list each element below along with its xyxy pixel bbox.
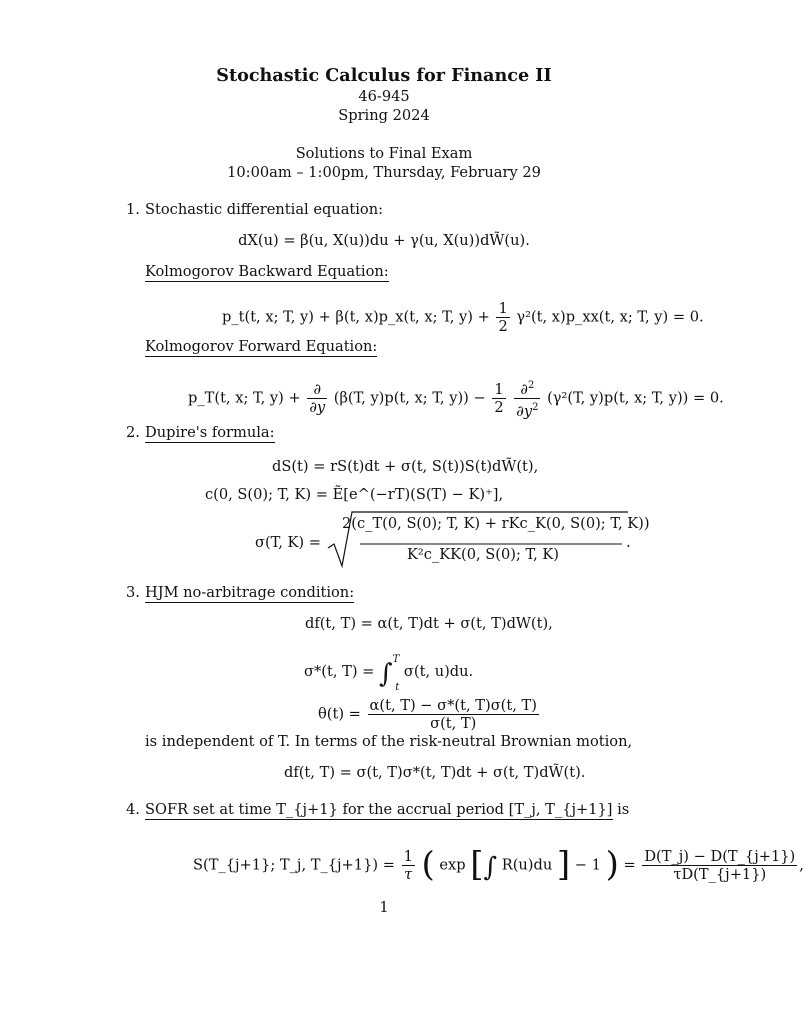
backward-half-num: 1	[498, 300, 508, 317]
exam-time: 10:00am – 1:00pm, Thursday, February 29	[227, 164, 541, 181]
hjm-sigma-star-right: σ(t, u)du.	[403, 663, 474, 680]
sofr-equation: S(T_{j+1}; T_j, T_{j+1}) = $\frac{1}{\tau}$ ( exp [∫ R(u)du ] − 1 ) = $\frac{D(T\_j) - D(T\_\{j+1\})}{\tau D(T\_\{j+1\})}$ ,	[193, 844, 804, 885]
forward-eq-c: (γ²(T, y)p(t, x; T, y)) = 0.	[547, 389, 724, 407]
left-bracket: [	[470, 844, 484, 885]
item-1-label: Stochastic differential equation:	[145, 201, 384, 218]
dupire-label: Dupire's formula:	[145, 424, 275, 441]
sofr-integrand: R(u)du	[501, 856, 553, 874]
dupire-numerator: 2(c_T(0, S(0); T, K) + rKc_K(0, S(0); T, K))	[342, 515, 650, 532]
sofr-integral-sign: ∫	[483, 852, 498, 883]
second-partial-fraction: $\frac{\partial^2}{\partial y^2}$	[514, 377, 540, 420]
hjm-label: HJM no-arbitrage condition:	[145, 584, 355, 601]
backward-eq-right: γ²(t, x)p_xx(t, x; T, y) = 0.	[516, 308, 704, 326]
kolmogorov-backward-equation	[222, 300, 704, 335]
kolmogorov-forward-equation	[188, 377, 724, 420]
hjm-theta	[318, 697, 541, 732]
integral-sign: ∫	[379, 659, 393, 689]
course-number: 46-945	[358, 88, 410, 105]
item-3-number: 3.	[126, 584, 140, 601]
forward-eq-b: (β(T, y)p(t, x; T, y)) −	[333, 389, 486, 407]
hjm-theta-left: θ(t) =	[318, 705, 361, 723]
sofr-den: τD(T_{j+1})	[673, 866, 767, 883]
dupire-sde: dS(t) = rS(t)dt + σ(t, S(t))S(t)dW̃(t),	[272, 458, 539, 475]
partial-y-fraction: $\frac{\partial}{\partial y}$	[309, 381, 326, 416]
item-1-sde: dX(u) = β(u, X(u))du + γ(u, X(u))dW̃(u).	[238, 232, 530, 249]
dupire-sigma-left: σ(T, K) =	[255, 534, 321, 551]
dupire-denominator: K²c_KK(0, S(0); T, K)	[407, 546, 559, 563]
page-number: 1	[379, 899, 389, 916]
hjm-theta-num: α(t, T) − σ*(t, T)σ(t, T)	[369, 697, 537, 714]
kolmogorov-backward-label: Kolmogorov Backward Equation:	[145, 263, 389, 280]
half-fraction: $\frac{1}{2}$	[494, 381, 504, 416]
right-paren: )	[605, 844, 619, 885]
item-4-number: 4.	[126, 801, 140, 818]
hjm-theta-den: σ(t, T)	[430, 715, 477, 732]
sofr-label: SOFR set at time T_{j+1} for the accrual period [T_j, T_{j+1}]	[145, 801, 613, 818]
sofr-fraction	[642, 848, 797, 883]
sofr-num: D(T_j) − D(T_{j+1})	[644, 848, 796, 865]
hjm-risk-neutral-dynamics: df(t, T) = σ(t, T)σ*(t, T)dt + σ(t, T)dW̃(t).	[284, 764, 586, 781]
dupire-period: .	[626, 534, 631, 551]
backward-half-den: 2	[498, 318, 508, 335]
hjm-sigma-star: σ*(t, T) = ∫$^T_t$ σ(t, u)du.	[304, 654, 474, 693]
forward-eq-a: p_T(t, x; T, y) +	[188, 389, 301, 407]
backward-eq-left: p_t(t, x; T, y) + β(t, x)p_x(t, x; T, y) +	[222, 308, 490, 326]
hjm-sigma-star-left: σ*(t, T) =	[304, 663, 375, 680]
one-over-tau: $\frac{1}{\tau}$	[403, 848, 413, 883]
exam-subtitle: Solutions to Final Exam	[295, 145, 473, 162]
hjm-text: is independent of T. In terms of the risk-neutral Brownian motion,	[145, 733, 633, 750]
sofr-label-suffix: is	[617, 801, 630, 818]
backward-half-fraction	[496, 300, 509, 335]
sofr-eq-left: S(T_{j+1}; T_j, T_{j+1}) =	[193, 856, 395, 874]
hjm-theta-fraction	[368, 697, 539, 732]
item-2-number: 2.	[126, 424, 140, 441]
right-bracket: ]	[556, 844, 571, 885]
document-title: Stochastic Calculus for Finance II	[216, 65, 552, 86]
term: Spring 2024	[338, 107, 430, 124]
kolmogorov-forward-label: Kolmogorov Forward Equation:	[145, 338, 378, 355]
dupire-call-price: c(0, S(0); T, K) = Ẽ[e^(−rT)(S(T) − K)⁺],	[205, 486, 504, 503]
item-1-number: 1.	[126, 201, 140, 218]
left-paren: (	[421, 844, 435, 885]
hjm-forward-dynamics: df(t, T) = α(t, T)dt + σ(t, T)dW(t),	[305, 615, 553, 632]
